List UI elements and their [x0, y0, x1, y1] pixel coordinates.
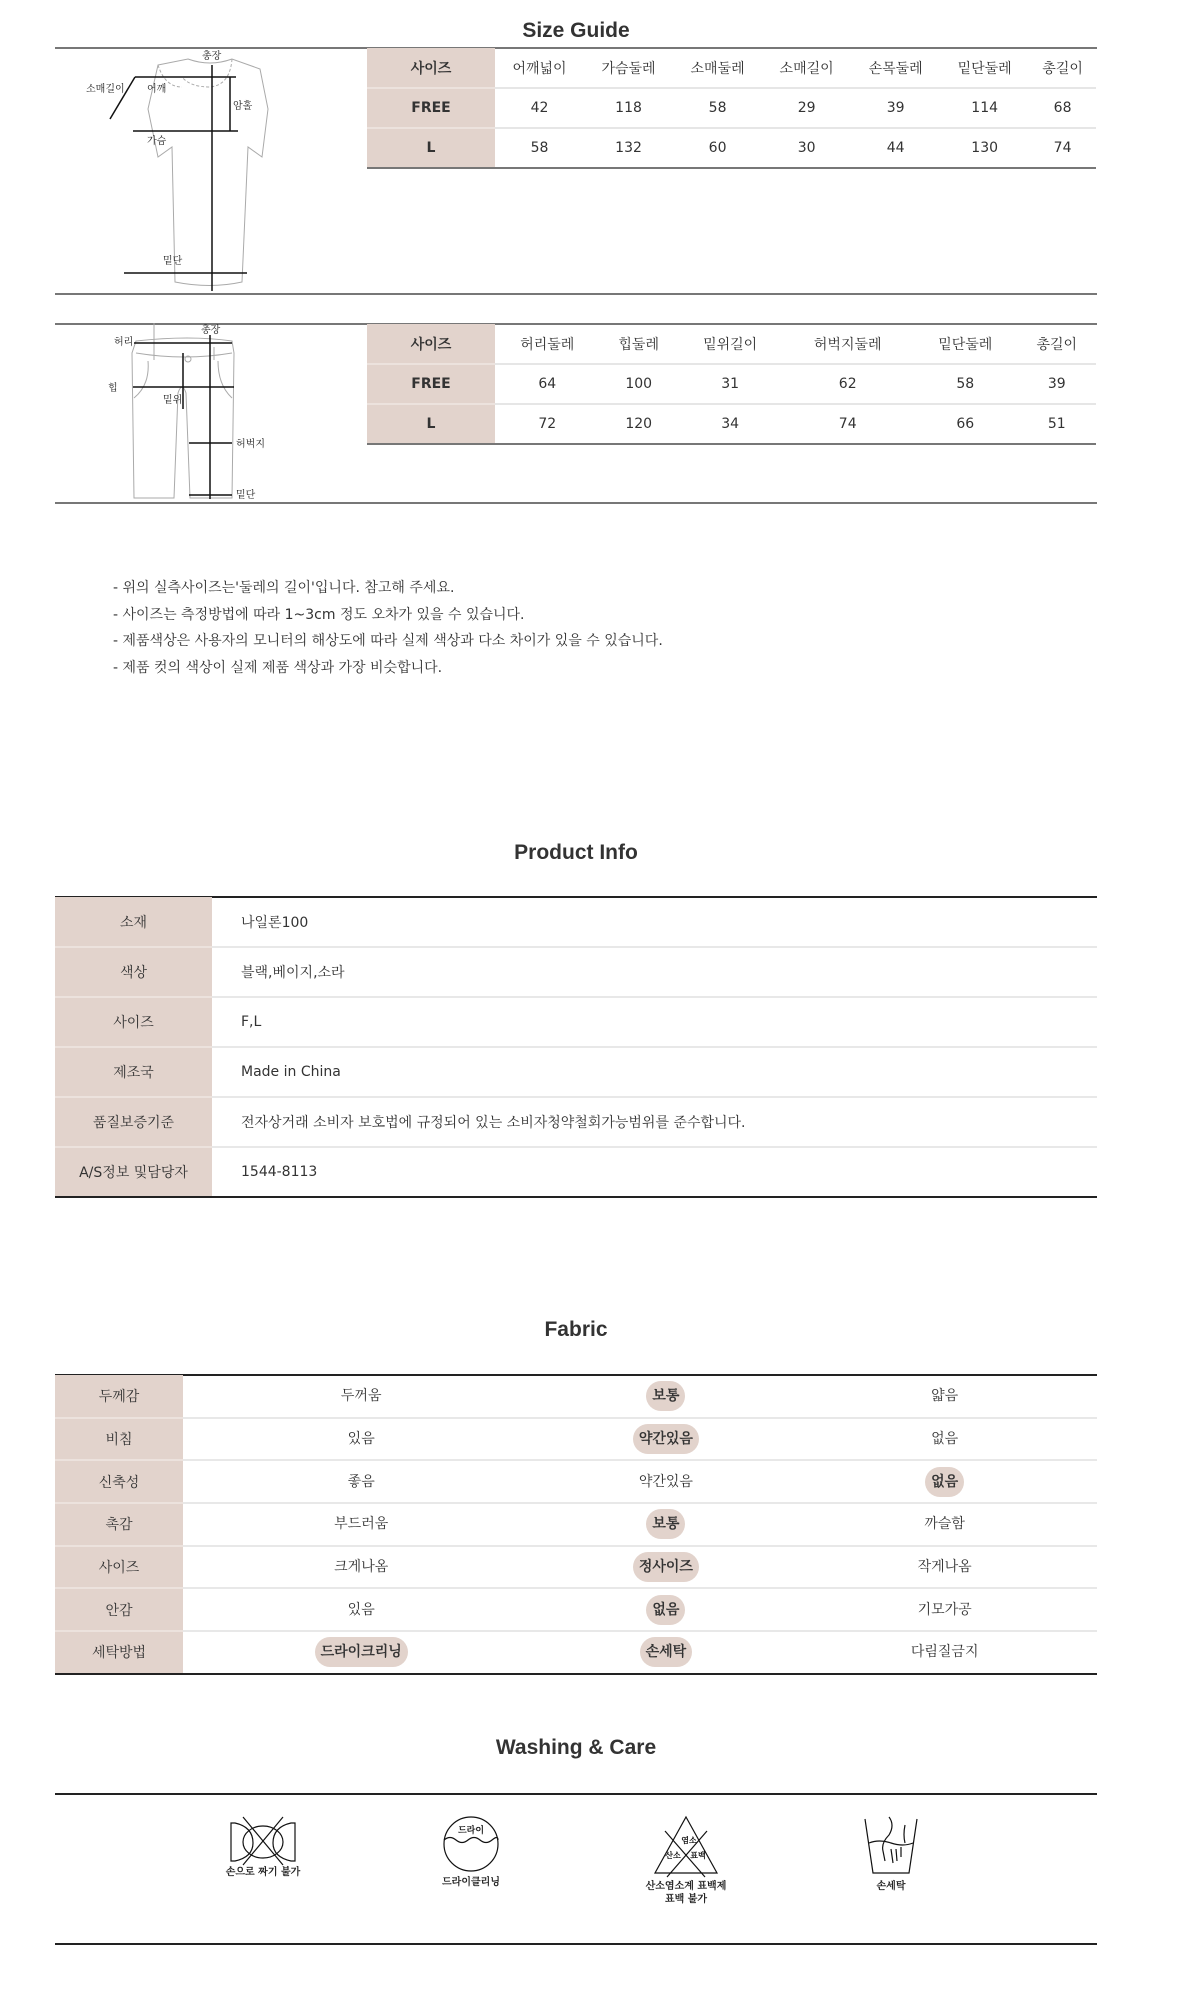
header-cell: 가슴둘레	[584, 48, 673, 88]
cell: 72	[538, 416, 557, 432]
fabric-option-cell	[539, 1460, 792, 1503]
label-chest: 가슴	[147, 136, 167, 147]
size-notes	[113, 575, 663, 681]
fabric-option-cell	[539, 1375, 792, 1418]
info-label: 제조국	[55, 1047, 212, 1097]
header-cell: 밑단둘레	[940, 48, 1029, 88]
cell: 130	[971, 140, 999, 156]
fabric-option: 약간있음	[638, 1473, 693, 1490]
row-size-label: FREE	[367, 88, 495, 128]
row-size-label: FREE	[367, 364, 495, 404]
label-total-length: 총장	[201, 325, 221, 336]
fabric-option-cell	[539, 1546, 792, 1589]
label-thigh: 허벅지	[236, 439, 265, 450]
care-label: 산소염소계 표백제	[645, 1881, 727, 1892]
header-cell: 허리둘레	[495, 324, 600, 364]
table-row	[367, 364, 1096, 404]
row-size-label: L	[367, 128, 495, 168]
care-item-hand-wash	[811, 1815, 971, 1893]
cell: 30	[797, 140, 816, 156]
cell: 51	[1047, 416, 1066, 432]
fabric-label: 사이즈	[55, 1546, 183, 1589]
fabric-table	[55, 1375, 1097, 1675]
header-cell: 밑위길이	[678, 324, 783, 364]
bleach-icon-text: 산소	[665, 1851, 681, 1860]
dry-icon-text: 드라이	[457, 1826, 485, 1836]
fabric-option-selected: 손세탁	[640, 1637, 693, 1667]
washing-care-bottom-rule	[55, 1943, 1097, 1945]
fabric-option-cell	[183, 1375, 539, 1418]
care-label: 손으로 짜기 불가	[225, 1867, 301, 1878]
care-item-dry-clean	[391, 1815, 551, 1889]
care-label: 드라이클리닝	[442, 1877, 500, 1888]
info-row	[55, 897, 1097, 947]
info-label: A/S정보 및담당자	[55, 1147, 212, 1197]
fabric-option-selected: 정사이즈	[633, 1552, 699, 1582]
fabric-option: 있음	[347, 1431, 375, 1448]
info-value: 전자상거래 소비자 보호법에 규정되어 있는 소비자청약철회가능범위를 준수합니다.	[212, 1097, 1097, 1147]
fabric-row	[55, 1631, 1097, 1674]
bleach-icon-text: 염소	[681, 1836, 697, 1845]
cell: 44	[886, 140, 905, 156]
no-wring-icon	[227, 1815, 299, 1863]
header-cell: 소매길이	[762, 48, 851, 88]
fabric-label: 세탁방법	[55, 1631, 183, 1674]
label-waist: 허리	[114, 337, 134, 348]
info-row	[55, 1147, 1097, 1197]
info-row	[55, 947, 1097, 997]
fabric-option: 크게나옴	[334, 1559, 389, 1576]
size-guide-bottom-rule	[55, 502, 1097, 504]
label-sleeve-length: 소매길이	[86, 84, 125, 95]
care-label: 손세탁	[876, 1881, 906, 1892]
fabric-option-cell	[539, 1418, 792, 1461]
cell: 132	[615, 140, 642, 156]
fabric-row	[55, 1375, 1097, 1418]
cell: 66	[956, 416, 975, 432]
product-info-title: Product Info	[514, 841, 638, 864]
fabric-option-selected: 없음	[646, 1595, 685, 1625]
fabric-option-cell	[183, 1546, 539, 1589]
fabric-option-cell	[792, 1460, 1097, 1503]
fabric-option-cell	[792, 1503, 1097, 1546]
fabric-option: 없음	[931, 1431, 959, 1448]
top-garment-diagram	[86, 47, 290, 292]
cell: 60	[708, 140, 727, 156]
header-cell: 총길이	[1029, 48, 1096, 88]
fabric-option-cell	[792, 1588, 1097, 1631]
size-guide-divider	[55, 293, 1097, 295]
header-size: 사이즈	[367, 48, 495, 88]
fabric-option-cell	[792, 1418, 1097, 1461]
info-row	[55, 1047, 1097, 1097]
header-cell: 힙둘레	[600, 324, 678, 364]
cell: 58	[673, 88, 762, 128]
fabric-option: 부드러움	[334, 1516, 389, 1533]
hand-wash-icon	[861, 1815, 921, 1877]
fabric-option: 다림질금지	[910, 1644, 979, 1661]
fabric-option-cell	[539, 1588, 792, 1631]
dry-clean-icon	[441, 1815, 501, 1873]
fabric-option-cell	[792, 1375, 1097, 1418]
header-cell: 허벅지둘레	[782, 324, 913, 364]
fabric-option-selected: 보통	[646, 1381, 685, 1411]
cell: 74	[838, 416, 857, 432]
label-rise: 밑위	[163, 395, 183, 406]
cell: 62	[782, 364, 913, 404]
fabric-option-selected: 약간있음	[633, 1424, 699, 1454]
info-row	[55, 997, 1097, 1047]
note-line: - 제품 컷의 색상이 실제 제품 색상과 가장 비슷합니다.	[113, 659, 443, 676]
info-value: Made in China	[212, 1047, 1097, 1097]
washing-care-title: Washing & Care	[495, 1736, 657, 1759]
fabric-row	[55, 1418, 1097, 1461]
fabric-option-cell	[183, 1418, 539, 1461]
fabric-row	[55, 1460, 1097, 1503]
fabric-label: 안감	[55, 1588, 183, 1631]
cell: 100	[600, 364, 678, 404]
size-guide-title: Size Guide	[522, 19, 630, 42]
header-cell: 밑단둘레	[913, 324, 1018, 364]
fabric-option-cell	[539, 1503, 792, 1546]
fabric-option-cell	[183, 1631, 539, 1674]
label-hem: 밑단	[236, 490, 256, 501]
cell: 39	[851, 88, 940, 128]
label-shoulder: 어깨	[147, 84, 167, 95]
label-total-length: 총장	[202, 51, 222, 62]
fabric-row	[55, 1546, 1097, 1589]
fabric-label: 촉감	[55, 1503, 183, 1546]
fabric-option: 기모가공	[917, 1601, 972, 1618]
fabric-option: 두꺼움	[340, 1387, 382, 1404]
fabric-option: 작게나옴	[917, 1559, 972, 1576]
info-label: 사이즈	[55, 997, 212, 1047]
row-size-label: L	[367, 404, 495, 444]
info-label: 품질보증기준	[55, 1097, 212, 1147]
fabric-label: 두께감	[55, 1375, 183, 1418]
fabric-option-cell	[183, 1588, 539, 1631]
fabric-label: 신축성	[55, 1460, 183, 1503]
cell: 34	[721, 416, 740, 432]
header-cell: 소매둘레	[673, 48, 762, 88]
fabric-option-cell	[539, 1631, 792, 1674]
note-line: - 위의 실측사이즈는'둘레의 길이'입니다. 참고해 주세요.	[113, 580, 455, 596]
care-item-no-bleach	[606, 1815, 766, 1906]
fabric-title: Fabric	[544, 1318, 608, 1341]
info-row	[55, 1097, 1097, 1147]
info-value: 1544-8113	[241, 1164, 318, 1180]
fabric-option: 좋음	[347, 1473, 375, 1490]
fabric-option: 있음	[347, 1601, 375, 1618]
label-armhole: 암홀	[233, 101, 253, 112]
cell: 118	[584, 88, 673, 128]
fabric-row	[55, 1503, 1097, 1546]
cell: 74	[1053, 140, 1072, 156]
cell: 64	[495, 364, 600, 404]
cell: 68	[1029, 88, 1096, 128]
bottom-size-table	[367, 324, 1096, 445]
pants-diagram	[108, 323, 320, 501]
table-header-row	[367, 48, 1096, 88]
cell: 114	[940, 88, 1029, 128]
fabric-option-cell	[183, 1460, 539, 1503]
info-label: 소재	[55, 897, 212, 947]
note-line: - 제품색상은 사용자의 모니터의 해상도에 따라 실제 색상과 다소 차이가 있을 수 있습니다.	[113, 633, 663, 649]
info-value: F,L	[212, 997, 1097, 1047]
fabric-option-selected: 없음	[925, 1467, 964, 1497]
table-row	[367, 88, 1096, 128]
label-hem: 밑단	[163, 256, 183, 267]
header-cell: 총길이	[1018, 324, 1096, 364]
header-size: 사이즈	[367, 324, 495, 364]
table-row	[367, 128, 1096, 168]
fabric-option-cell	[792, 1631, 1097, 1674]
label-hip: 힙	[108, 383, 118, 394]
header-cell: 손목둘레	[851, 48, 940, 88]
header-cell: 어깨넓이	[495, 48, 584, 88]
fabric-option-selected: 보통	[646, 1509, 685, 1539]
top-size-table	[367, 48, 1096, 169]
washing-care-top-rule	[55, 1793, 1097, 1795]
cell: 58	[913, 364, 1018, 404]
bleach-icon-text: 표백	[690, 1851, 706, 1860]
cell: 39	[1018, 364, 1096, 404]
fabric-option-cell	[792, 1546, 1097, 1589]
care-item-no-wring	[183, 1815, 343, 1879]
fabric-option-cell	[183, 1503, 539, 1546]
care-label: 표백 불가	[664, 1894, 708, 1905]
info-value: 나일론100	[212, 897, 1097, 947]
table-row	[367, 404, 1096, 444]
fabric-option: 얇음	[931, 1387, 959, 1404]
note-line: - 사이즈는 측정방법에 따라 1~3cm 정도 오차가 있을 수 있습니다.	[113, 606, 525, 623]
product-info-table	[55, 897, 1097, 1198]
fabric-option: 까슬함	[924, 1516, 965, 1533]
fabric-option-selected: 드라이크리닝	[315, 1637, 408, 1667]
cell: 29	[762, 88, 851, 128]
cell: 58	[530, 140, 549, 156]
info-label: 색상	[55, 947, 212, 997]
fabric-row	[55, 1588, 1097, 1631]
fabric-label: 비침	[55, 1418, 183, 1461]
info-value: 블랙,베이지,소라	[212, 947, 1097, 997]
cell: 120	[625, 416, 653, 432]
no-bleach-icon	[651, 1815, 721, 1877]
cell: 31	[678, 364, 783, 404]
table-header-row	[367, 324, 1096, 364]
cell: 42	[495, 88, 584, 128]
